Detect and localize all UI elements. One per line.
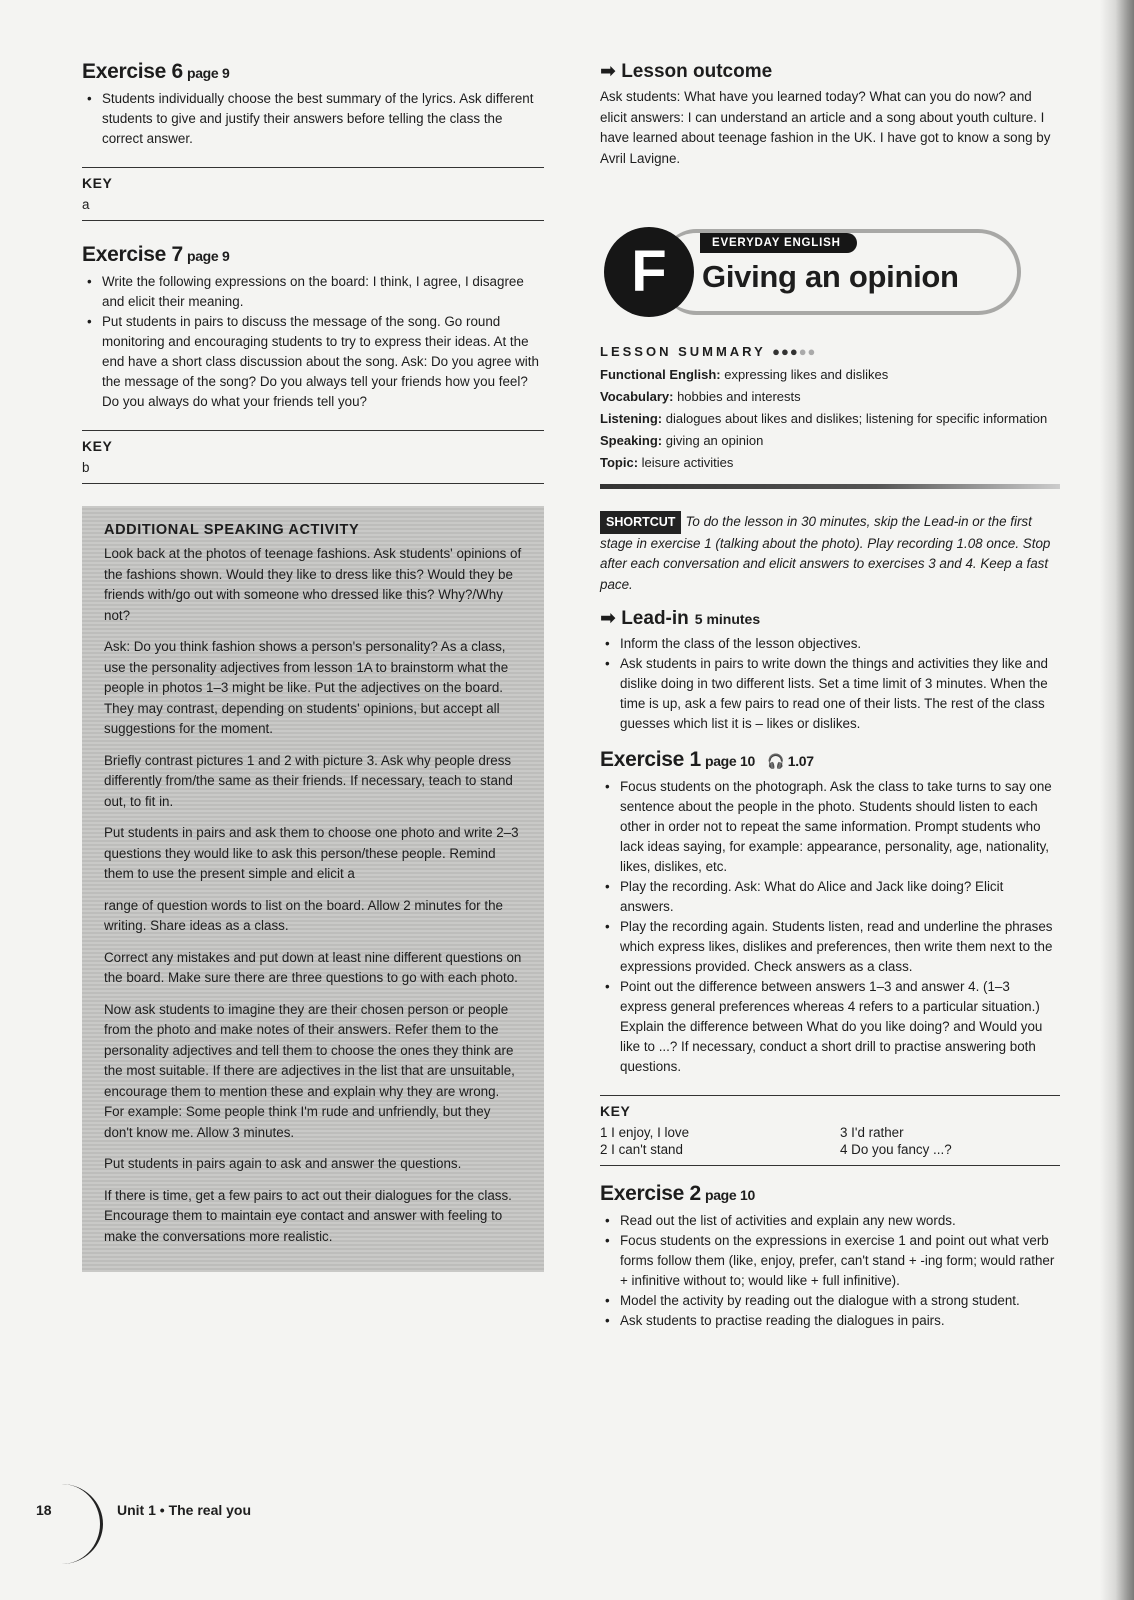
list-item: • Point out the difference between answers 1–3 and answer 4. (1–3 express general preferences whereas 4 refers to a particular situation.) Explain the difference between What do you like doing? and Would you like to ...? If necessary, conduct a short drill to practise answering both questions. [600,977,1060,1077]
lesson-outcome-text: Ask students: What have you learned today? What can you do now? and elicit answers: I can understand an article and a song about youth culture. I have learned about teenage fashion in the UK. I have got to know a song by Avril Lavigne. [600,89,1051,166]
list-item: • Focus students on the expressions in exercise 1 and point out what verb forms follow them (like, enjoy, prefer, can't stand + -ing form; would rather + infinitive without to; would like + full infinitive). [600,1231,1060,1291]
list-item: • Students individually choose the best summary of the lyrics. Ask different students to give and justify their answers before telling the class the correct answer. [82,89,544,149]
exercise-6-heading: Exercise 6 page 9 [82,60,230,83]
summary-item: Listening: dialogues about likes and dislikes; listening for specific information [600,411,1048,426]
lesson-outcome [600,60,1060,169]
lead-in [600,607,1060,734]
lesson-summary [600,344,1060,489]
exercise-7 [82,243,544,484]
list-item: • Ask students to practise reading the dialogues in pairs. [600,1311,1060,1331]
page-number: 18 [36,1502,52,1518]
list-item: • Play the recording. Ask: What do Alice and Jack like doing? Elicit answers. [600,877,1060,917]
unit-label: Unit 1 • The real you [117,1502,252,1518]
summary-item: Functional English: expressing likes and dislikes [600,367,889,382]
divider [600,484,1060,489]
exercise-1-heading: Exercise 1 page 10 🎧 1.07 [600,748,814,771]
list-item: • Inform the class of the lesson objectives. [600,634,1060,654]
list-item: • Play the recording again. Students listen, read and underline the phrases which express likes, dislikes and preferences, then write them next to the expressions provided. Check answers as a class. [600,917,1060,977]
activity-paragraph: If there is time, get a few pairs to act out their dialogues for the class. Encourage them to maintain eye contact and answer with feeling to make the conversations more realistic. [104,1187,512,1244]
lesson-banner [592,219,1060,324]
activity-heading: ADDITIONAL SPEAKING ACTIVITY [104,522,360,538]
activity-paragraph: Now ask students to imagine they are their chosen person or people from the photo and make notes of their answers. Refer them to the personality adjectives and tell them to choose the ones they think are the most suitable. If there are adjectives in the list that are unsuitable, encourage them to mention these and explain why they are wrong. For example: Some people think I'm rude and unfriendly, but they don't know me. Allow 3 minutes. [104,1001,515,1140]
arrow-right-icon: ➡ [600,608,622,629]
left-column [82,60,544,1272]
list-item: • Ask students in pairs to write down the things and activities they like and dislike doing in two different lists. Set a time limit of 3 minutes. When the time is up, ask a few pairs to read one of their lists. The rest of the class guesses which list it is – likes or dislikes. [600,654,1060,734]
exercise-7-heading: Exercise 7 page 9 [82,243,230,266]
lead-in-bullets [600,634,1060,734]
exercise-6-key: KEY a [82,167,544,221]
list-item: • Model the activity by reading out the dialogue with a strong student. [600,1291,1060,1311]
exercise-7-bullets [82,272,544,412]
activity-paragraph: Look back at the photos of teenage fashions. Ask students' opinions of the fashions shown. Would they like to dress like this? Would they be friends with/go out with someone who dressed like this? Why?/Why not? [104,546,522,623]
headphones-icon: 🎧 [766,753,785,769]
activity-paragraph: Ask: Do you think fashion shows a person's personality? As a class, use the personality adjectives from lesson 1A to brainstorm what the people in photos 1–3 might be like. Put the adjectives on the board. They may contrast, depending on students' opinions, but accept all suggestions for the moment. [104,639,509,736]
exercise-7-key: KEY b [82,430,544,484]
activity-paragraph: Briefly contrast pictures 1 and 2 with picture 3. Ask why people dress differently from/the same as their friends. If necessary, teach to stand out, to fit in. [104,752,513,809]
right-column [600,60,1060,1331]
summary-item: Topic: leisure activities [600,455,734,470]
shortcut-badge: SHORTCUT [600,511,681,534]
exercise-6-bullets [82,89,544,149]
additional-speaking-activity [82,506,544,1272]
activity-paragraph: range of question words to list on the board. Allow 2 minutes for the writing. Share ideas as a class. [104,897,503,933]
lesson-summary-heading: LESSON SUMMARY ●●●●● [600,344,817,359]
summary-item: Vocabulary: hobbies and interests [600,389,801,404]
exercise-2 [600,1182,1060,1331]
section-tag: EVERYDAY ENGLISH [700,233,857,253]
exercise-1-bullets [600,777,1060,1077]
list-item: • Focus students on the photograph. Ask the class to take turns to say one sentence about the people in the photo. Students should listen to each other in order not to repeat the same information. Prompt students who lack ideas saying, for example: appearance, personality, age, nationality, likes, dislikes, etc. [600,777,1060,877]
exercise-2-heading: Exercise 2 page 10 [600,1182,755,1205]
activity-paragraph: Put students in pairs and ask them to choose one photo and write 2–3 questions they would like to ask this person/these people. Remind them to use the present simple and elicit a [104,825,519,881]
key-answers: 1 I enjoy, I love 3 I'd rather 2 I can't stand 4 Do you fancy ...? [600,1125,952,1157]
lesson-title: Giving an opinion [702,259,959,294]
page-footer [0,1488,300,1548]
page-edge-shadow [1100,0,1134,1600]
activity-paragraph: Put students in pairs again to ask and answer the questions. [104,1156,462,1171]
list-item: • Write the following expressions on the board: I think, I agree, I disagree and elicit their meaning. [82,272,544,312]
lesson-outcome-heading: ➡ Lesson outcome [600,61,773,82]
lesson-letter-badge: F [604,227,694,317]
summary-item: Speaking: giving an opinion [600,433,764,448]
list-item: • Read out the list of activities and explain any new words. [600,1211,1060,1231]
difficulty-dots-icon: ●●●●● [772,344,817,359]
lead-in-heading: ➡ Lead-in 5 minutes [600,608,761,629]
arrow-right-icon: ➡ [600,61,622,82]
shortcut-note: SHORTCUT To do the lesson in 30 minutes, skip the Lead-in or the first stage in exercise 1 (talking about the photo). Play recording 1.08 once. Stop after each conversation and elicit answers to exercises 3 and 4. Keep a fast pace. [600,511,1060,595]
list-item: • Put students in pairs to discuss the message of the song. Go round monitoring and encouraging students to try to express their ideas. At the end have a short class discussion about the song. Ask: Do you agree with the message of the song? Do you always tell your friends how you feel? Do you always do what your friends tell you? [82,312,544,412]
exercise-1-key: KEY 1 I enjoy, I love 3 I'd rather 2 I can't stand 4 Do you fancy ...? [600,1095,1060,1166]
activity-paragraph: Correct any mistakes and put down at least nine different questions on the board. Make sure there are three questions to go with each photo. [104,949,522,985]
exercise-1 [600,748,1060,1166]
exercise-2-bullets [600,1211,1060,1331]
page-number-curve [20,1484,103,1564]
exercise-6 [82,60,544,221]
